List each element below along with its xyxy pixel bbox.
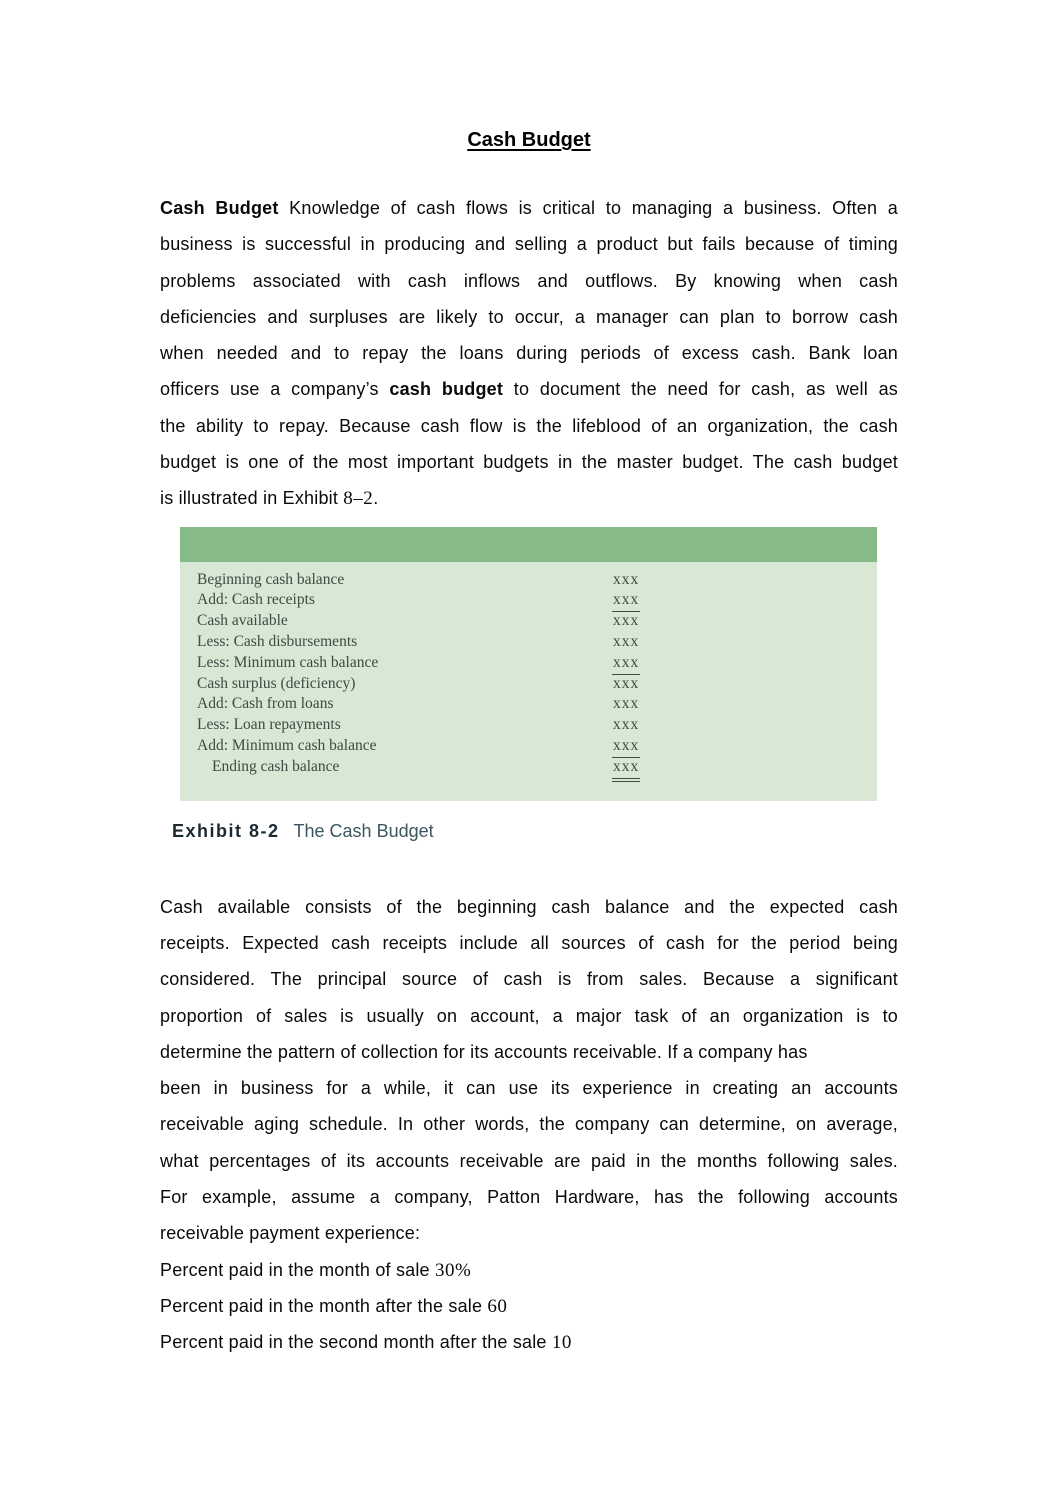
exhibit-caption-title: The Cash Budget [293,820,434,841]
text-line [160,190,898,226]
row-value: xxx [612,736,640,758]
text-line [160,1252,898,1288]
text-segment: when needed and to repay the loans during periods of excess cash. Bank loan [160,343,898,364]
row-label: Less: Cash disbursements [197,633,358,651]
table-row [197,611,877,632]
row-value: xxx [613,570,640,588]
body-paragraph [160,889,898,1361]
text-line [160,889,898,925]
text-line [160,444,898,480]
text-segment: Knowledge of cash flows is critical to managing a business. Often a [289,198,898,218]
table-row [197,715,877,736]
row-value: xxx [613,716,640,734]
row-value: xxx [613,612,640,630]
text-line [160,335,898,371]
text-segment: what percentages of its accounts receivable are paid in the months following sales. [160,1150,898,1171]
exhibit-header-bar [180,527,877,562]
row-value: xxx [612,757,640,782]
text-segment: For example, assume a company, Patton Hardware, has the following accounts [160,1187,898,1208]
table-row [197,674,877,695]
exhibit-caption-label: Exhibit 8-2 [172,820,280,841]
row-label: Add: Minimum cash balance [197,737,377,755]
row-value: xxx [612,653,640,675]
table-row [197,570,877,591]
text-segment: Percent paid in the month of sale [160,1259,435,1280]
text-segment: is illustrated in Exhibit [160,488,344,509]
text-line [160,263,898,299]
text-segment: budget is one of the most important budgets in the master budget. The cash budget [160,452,898,473]
row-label: Cash available [197,612,288,630]
text-line [160,1143,898,1179]
text-line [160,1034,898,1070]
exhibit-table [180,527,877,801]
row-label: Ending cash balance [212,757,340,775]
text-segment: receivable payment experience: [160,1223,421,1244]
exhibit-caption [172,819,898,843]
text-segment: receipts. Expected cash receipts include all sources of cash for the period being [160,932,898,953]
row-value: xxx [612,590,640,612]
text-segment: Cash available consists of the beginning cash balance and the expected cash [160,896,898,917]
bold-text-segment: Cash Budget [160,198,290,218]
text-segment: proportion of sales is usually on account, a major task of an organization is to [160,1005,898,1026]
text-segment: been in business for a while, it can use its experience in creating an accounts [160,1078,898,1099]
text-line [160,1179,898,1215]
text-line [160,226,898,262]
text-segment: business is successful in producing and selling a product but fails because of timing [160,234,898,255]
text-segment: receivable aging schedule. In other words, the company can determine, on average, [160,1114,898,1135]
text-segment: Percent paid in the second month after the sale [160,1332,552,1353]
text-segment: the ability to repay. Because cash flow is the lifeblood of an organization, the cash [160,415,898,436]
text-line [160,1070,898,1106]
text-segment: officers use a company’s [160,379,390,400]
table-row [197,736,877,757]
row-label: Add: Cash from loans [197,695,334,713]
text-line [160,925,898,961]
text-line [160,1288,898,1324]
text-line [160,1215,898,1251]
intro-paragraph [160,190,898,517]
row-label: Cash surplus (deficiency) [197,674,356,692]
text-segment: deficiencies and surpluses are likely to occur, a manager can plan to borrow cash [160,306,898,327]
table-row [197,694,877,715]
exhibit-body [180,562,877,801]
row-value: xxx [613,674,640,692]
text-line [160,480,898,516]
text-line [160,961,898,997]
text-segment: Percent paid in the month after the sale [160,1295,488,1316]
text-segment: determine the pattern of collection for its accounts receivable. If a company has [160,1041,808,1062]
table-row [197,757,877,778]
row-label: Less: Minimum cash balance [197,653,379,671]
row-value: xxx [613,695,640,713]
text-segment: 60 [487,1295,508,1317]
table-row [197,653,877,674]
row-label: Add: Cash receipts [197,591,315,609]
text-line [160,299,898,335]
text-segment: 8–2 [343,488,374,510]
bold-text-segment: cash budget [389,379,504,400]
text-line [160,371,898,407]
text-segment: considered. The principal source of cash is from sales. Because a significant [160,969,898,990]
table-row [197,590,877,611]
text-segment: . [373,488,379,509]
row-value: xxx [613,633,640,651]
text-segment: 30% [434,1259,472,1281]
text-line [160,998,898,1034]
page-title: Cash Budget [467,129,591,151]
text-segment: 10 [551,1332,572,1354]
text-line [160,408,898,444]
text-segment: problems associated with cash inflows and outflows. By knowing when cash [160,270,898,291]
text-line [160,1106,898,1142]
text-line [160,1324,898,1360]
table-row [197,632,877,653]
row-label: Beginning cash balance [197,570,345,588]
row-label: Less: Loan repayments [197,716,341,734]
text-segment: to document the need for cash, as well as [503,379,898,400]
